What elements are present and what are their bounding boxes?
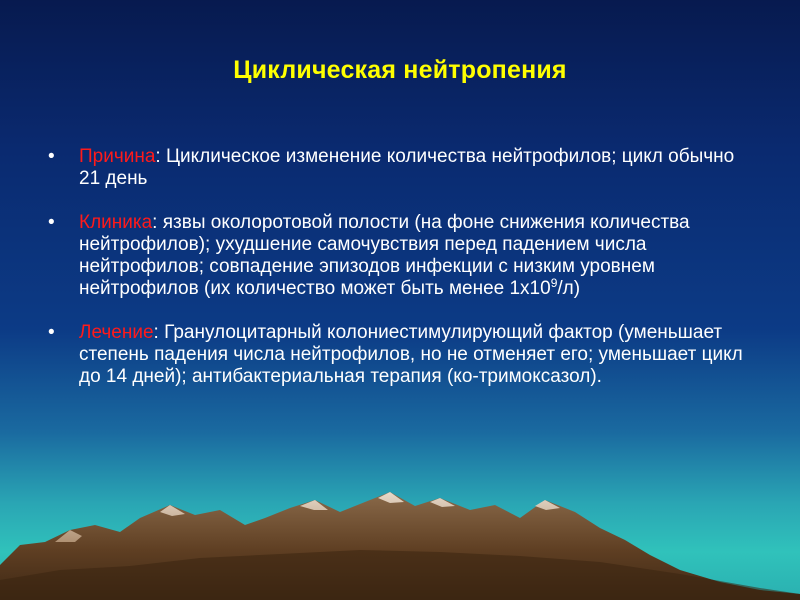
bullet-dot: •	[48, 212, 55, 233]
bullet-keyword-clinic: Клиника	[79, 212, 153, 233]
bullet-text-cause: : Циклическое изменение количества нейтрофилов; цикл обычно 21 день	[79, 146, 735, 189]
bullet-text-clinic-end: /л)	[557, 278, 581, 299]
bullet-text-treatment: : Гранулоцитарный колониестимулирующий фактор (уменьшает степень падения числа нейтрофилов, но не отменяет его; уменьшает цикл до 14 дней); антибактериальная терапия (ко-тримоксазол).	[79, 322, 743, 387]
bullet-dot: •	[48, 146, 55, 167]
bullet-superscript: 9	[550, 276, 558, 290]
bullet-list	[46, 146, 746, 410]
bullet-keyword-cause: Причина	[79, 146, 156, 167]
bullet-item-cause	[46, 146, 746, 190]
mountain-range-decoration	[0, 470, 800, 600]
bullet-item-clinic	[46, 212, 746, 300]
bullet-item-treatment	[46, 322, 746, 388]
bullet-keyword-treatment: Лечение	[79, 322, 154, 343]
bullet-dot: •	[48, 322, 55, 343]
bullet-text-clinic: : язвы околоротовой полости (на фоне снижения количества нейтрофилов); ухудшение самочувствия перед падением числа нейтрофилов; совпадение эпизодов инфекции с низким уровнем нейтрофилов (их количество может быть менее 1х10	[79, 212, 690, 299]
slide-title: Циклическая нейтропения	[233, 56, 567, 84]
